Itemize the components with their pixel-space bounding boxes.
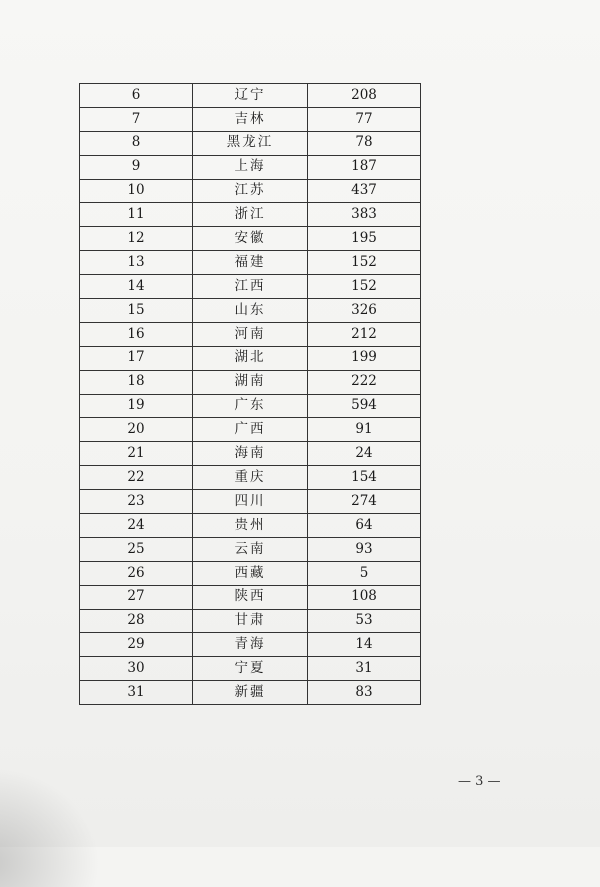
table-row: [80, 561, 421, 585]
row-index-cell: 30: [80, 657, 193, 681]
province-cell: 西藏: [193, 561, 308, 585]
row-index-cell: 9: [80, 155, 193, 179]
value-cell: 53: [308, 609, 421, 633]
value-cell: 152: [308, 275, 421, 299]
province-data-table: [79, 83, 421, 705]
page-shadow: [0, 767, 100, 887]
row-index-cell: 25: [80, 537, 193, 561]
table-row: [80, 299, 421, 323]
table-row: [80, 681, 421, 705]
table-row: [80, 251, 421, 275]
row-index-cell: 28: [80, 609, 193, 633]
table-row: [80, 107, 421, 131]
row-index-cell: 26: [80, 561, 193, 585]
table-row: [80, 84, 421, 108]
province-cell: 云南: [193, 537, 308, 561]
province-cell: 上海: [193, 155, 308, 179]
province-cell: 河南: [193, 322, 308, 346]
row-index-cell: 6: [80, 84, 193, 108]
value-cell: 437: [308, 179, 421, 203]
value-cell: 195: [308, 227, 421, 251]
row-index-cell: 10: [80, 179, 193, 203]
value-cell: 199: [308, 346, 421, 370]
province-cell: 四川: [193, 490, 308, 514]
row-index-cell: 23: [80, 490, 193, 514]
value-cell: 31: [308, 657, 421, 681]
value-cell: 274: [308, 490, 421, 514]
value-cell: 383: [308, 203, 421, 227]
province-cell: 新疆: [193, 681, 308, 705]
table-row: [80, 155, 421, 179]
table-row: [80, 370, 421, 394]
value-cell: 212: [308, 322, 421, 346]
table-row: [80, 657, 421, 681]
row-index-cell: 11: [80, 203, 193, 227]
table-row: [80, 179, 421, 203]
row-index-cell: 7: [80, 107, 193, 131]
province-cell: 辽宁: [193, 84, 308, 108]
value-cell: 24: [308, 442, 421, 466]
row-index-cell: 13: [80, 251, 193, 275]
value-cell: 5: [308, 561, 421, 585]
table-row: [80, 514, 421, 538]
value-cell: 208: [308, 84, 421, 108]
table-row: [80, 275, 421, 299]
value-cell: 594: [308, 394, 421, 418]
table-row: [80, 394, 421, 418]
row-index-cell: 18: [80, 370, 193, 394]
province-cell: 福建: [193, 251, 308, 275]
province-cell: 山东: [193, 299, 308, 323]
row-index-cell: 21: [80, 442, 193, 466]
table-row: [80, 466, 421, 490]
province-cell: 重庆: [193, 466, 308, 490]
table-row: [80, 203, 421, 227]
table-row: [80, 322, 421, 346]
table-row: [80, 418, 421, 442]
table-row: [80, 490, 421, 514]
row-index-cell: 15: [80, 299, 193, 323]
page-number: — 3 —: [458, 774, 501, 789]
province-cell: 海南: [193, 442, 308, 466]
table-row: [80, 227, 421, 251]
row-index-cell: 31: [80, 681, 193, 705]
province-cell: 湖南: [193, 370, 308, 394]
row-index-cell: 27: [80, 585, 193, 609]
value-cell: 326: [308, 299, 421, 323]
value-cell: 93: [308, 537, 421, 561]
row-index-cell: 17: [80, 346, 193, 370]
table-row: [80, 609, 421, 633]
province-cell: 广东: [193, 394, 308, 418]
province-cell: 江西: [193, 275, 308, 299]
table-row: [80, 537, 421, 561]
value-cell: 77: [308, 107, 421, 131]
table-row: [80, 131, 421, 155]
row-index-cell: 24: [80, 514, 193, 538]
value-cell: 64: [308, 514, 421, 538]
province-cell: 宁夏: [193, 657, 308, 681]
row-index-cell: 16: [80, 322, 193, 346]
value-cell: 78: [308, 131, 421, 155]
value-cell: 83: [308, 681, 421, 705]
row-index-cell: 22: [80, 466, 193, 490]
value-cell: 14: [308, 633, 421, 657]
row-index-cell: 14: [80, 275, 193, 299]
province-cell: 黑龙江: [193, 131, 308, 155]
value-cell: 91: [308, 418, 421, 442]
province-cell: 浙江: [193, 203, 308, 227]
province-cell: 江苏: [193, 179, 308, 203]
row-index-cell: 8: [80, 131, 193, 155]
value-cell: 108: [308, 585, 421, 609]
row-index-cell: 29: [80, 633, 193, 657]
table-row: [80, 585, 421, 609]
value-cell: 152: [308, 251, 421, 275]
value-cell: 222: [308, 370, 421, 394]
value-cell: 187: [308, 155, 421, 179]
province-cell: 湖北: [193, 346, 308, 370]
table-row: [80, 633, 421, 657]
table-body: [80, 84, 421, 705]
province-cell: 青海: [193, 633, 308, 657]
province-cell: 陕西: [193, 585, 308, 609]
province-cell: 吉林: [193, 107, 308, 131]
province-cell: 甘肃: [193, 609, 308, 633]
row-index-cell: 12: [80, 227, 193, 251]
row-index-cell: 20: [80, 418, 193, 442]
row-index-cell: 19: [80, 394, 193, 418]
province-cell: 贵州: [193, 514, 308, 538]
province-cell: 安徽: [193, 227, 308, 251]
table-row: [80, 442, 421, 466]
table-row: [80, 346, 421, 370]
province-cell: 广西: [193, 418, 308, 442]
value-cell: 154: [308, 466, 421, 490]
